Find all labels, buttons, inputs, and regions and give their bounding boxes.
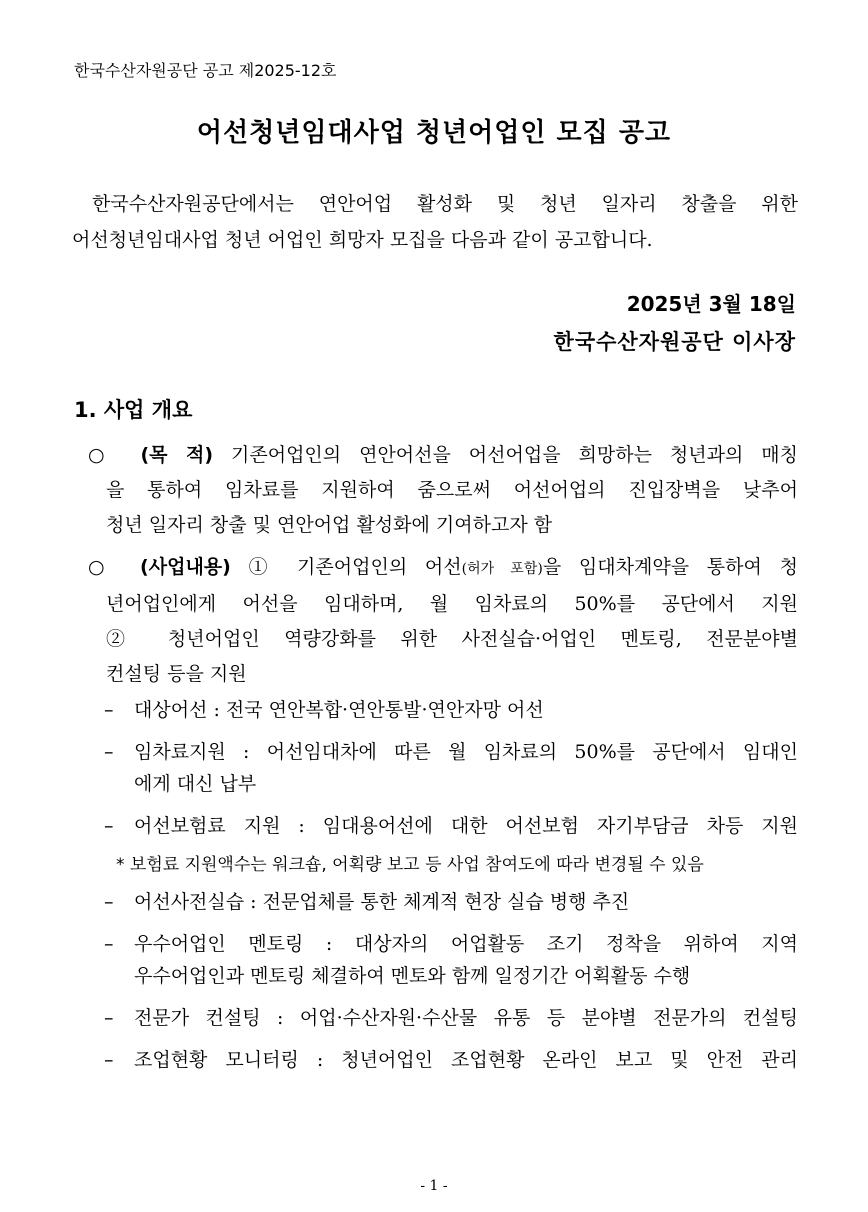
- insurance-note: * 보험료 지원액수는 워크숍, 어획량 보고 등 사업 참여도에 따라 변경될 수 있음: [116, 855, 704, 875]
- purpose-line-1: ○ (목 적) 기존어업인의 연안어선을 어선어업을 희망하는 청년과의 매칭: [88, 444, 798, 466]
- purpose-line-3: 청년 일자리 창출 및 연안어업 활성화에 기여하고자 함: [106, 514, 553, 536]
- content-label: (사업내용): [140, 556, 231, 578]
- list-item: – 어선보험료 지원 : 임대용어선에 대한 어선보험 자기부담금 차등 지원: [104, 815, 798, 837]
- content-line-2: 년어업인에게 어선을 임대하며, 월 임차료의 50%를 공단에서 지원: [106, 593, 798, 615]
- signer: 한국수산자원공단 이사장: [553, 330, 796, 354]
- content-line-4: 컨설팅 등을 지원: [106, 663, 247, 685]
- list-item: – 임차료지원 : 어선임대차에 따른 월 임차료의 50%를 공단에서 임대인 에게 대신 납부: [104, 741, 798, 795]
- content-line-1: ○ (사업내용) ① 기존어업인의 어선(허가 포함)을 임대차계약을 통하여 청: [88, 556, 798, 578]
- intro-line-2: 어선청년임대사업 청년 어업인 희망자 모집을 다음과 같이 공고합니다.: [72, 229, 653, 251]
- list-item: – 우수어업인 멘토링 : 대상자의 어업활동 조기 정착을 위하여 지역 우수어업인과 멘토링 체결하여 멘토와 함께 일정기간 어획활동 수행: [104, 933, 798, 987]
- list-item: – 조업현황 모니터링 : 청년어업인 조업현황 온라인 보고 및 안전 관리: [104, 1049, 798, 1071]
- doc-number: 한국수산자원공단 공고 제2025-12호: [74, 61, 337, 80]
- page-title: 어선청년임대사업 청년어업인 모집 공고: [196, 118, 672, 148]
- content-bullet: [88, 550, 798, 692]
- list-item: – 대상어선 : 전국 연안복합·연안통발·연안자망 어선: [104, 699, 544, 721]
- purpose-label: (목 적): [140, 444, 214, 466]
- intro-line-1: 한국수산자원공단에서는 연안어업 활성화 및 청년 일자리 창출을 위한: [92, 193, 798, 215]
- page-number: - 1 -: [420, 1178, 448, 1194]
- list-item: – 전문가 컨설팅 : 어업·수산자원·수산물 유통 등 분야별 전문가의 컨설팅: [104, 1007, 798, 1029]
- intro-paragraph: [72, 186, 798, 258]
- purpose-bullet: [88, 438, 798, 543]
- list-item: – 어선사전실습 : 전문업체를 통한 체계적 현장 실습 병행 추진: [104, 891, 630, 913]
- content-line-3: ② 청년어업인 역량강화를 위한 사전실습·어업인 멘토링, 전문분야별: [106, 628, 798, 650]
- announcement-date: 2025년 3월 18일: [626, 292, 796, 316]
- section-heading: 1. 사업 개요: [74, 398, 193, 422]
- purpose-line-2: 을 통하여 임차료를 지원하여 줌으로써 어선어업의 진입장벽을 낮추어: [106, 479, 798, 501]
